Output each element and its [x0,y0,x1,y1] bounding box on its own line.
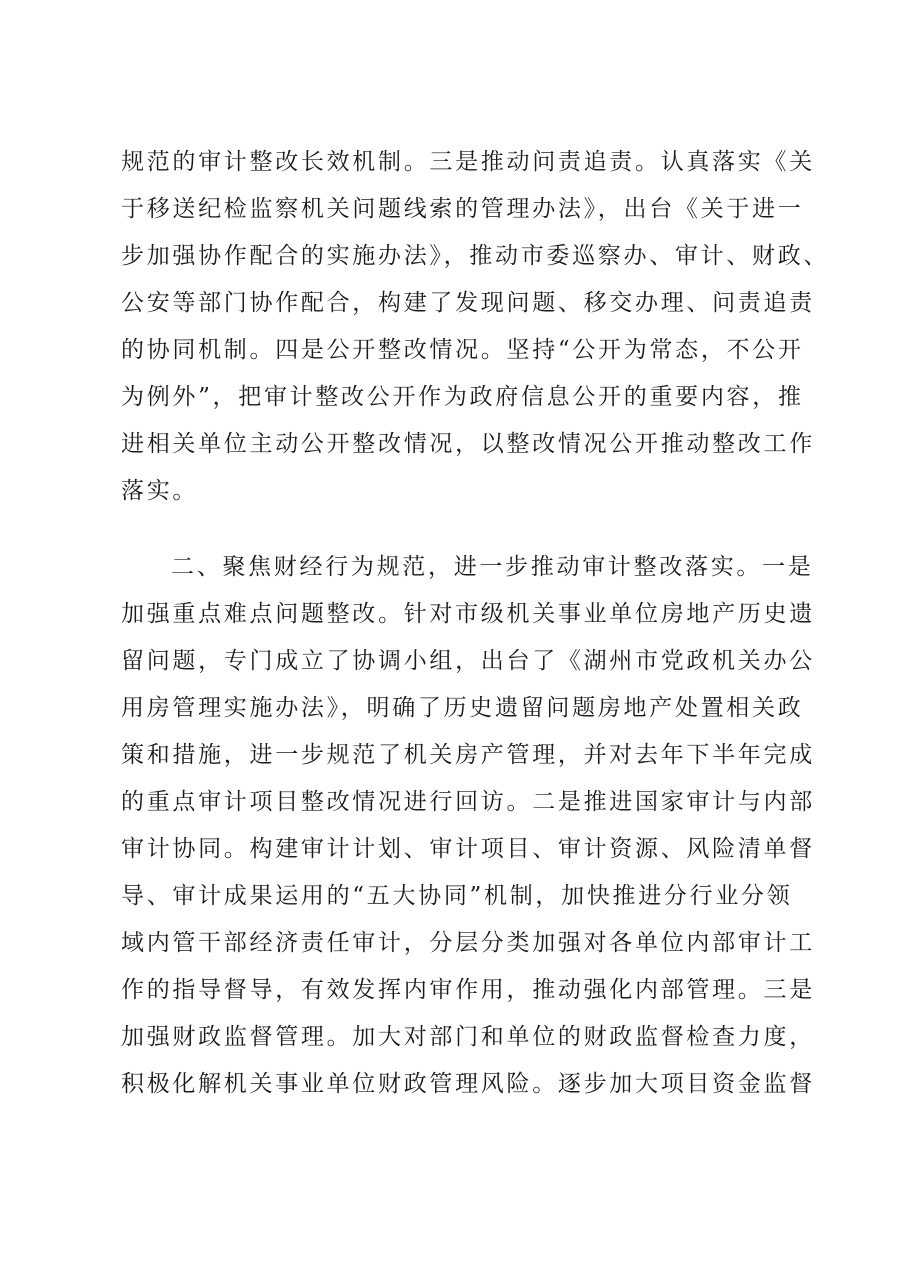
text-line: 落实。 [121,478,199,504]
paragraph-first-line: 二、聚焦财经行为规范，进一步推动审计整改落实。一是 [171,554,814,580]
text-line: 规范的审计整改长效机制。三是推动问责追责。认真落实《关 [121,149,815,175]
text-line: 公安等部门协作配合，构建了发现问题、移交办理、问责追责 [121,290,815,316]
text-line: 的重点审计项目整改情况进行回访。二是推进国家审计与内部 [121,789,815,815]
text-line: 于移送纪检监察机关问题线索的管理办法》，出台《关于进一 [121,196,804,222]
text-line: 留问题，专门成立了协调小组，出台了《湖州市党政机关办公 [121,648,815,674]
text-line: 用房管理实施办法》，明确了历史遗留问题房地产处置相关政 [121,695,804,721]
text-line: 策和措施，进一步规范了机关房产管理，并对去年下半年完成 [121,742,815,768]
text-line: 域内管干部经济责任审计，分层分类加强对各单位内部审计工 [121,930,815,956]
text-line: 积极化解机关事业单位财政管理风险。逐步加大项目资金监督 [121,1071,815,1097]
text-line: 审计协同。构建审计计划、审计项目、审计资源、风险清单督 [121,836,815,862]
text-line: 为例外”，把审计整改公开作为政府信息公开的重要内容，推 [121,384,804,410]
text-line: 步加强协作配合的实施办法》，推动市委巡察办、审计、财政、 [121,243,830,269]
text-line: 导、审计成果运用的“五大协同”机制，加快推进分行业分领 [121,883,793,909]
text-line: 进相关单位主动公开整改情况，以整改情况公开推动整改工作 [121,431,815,457]
text-line: 作的指导督导，有效发挥内审作用，推动强化内部管理。三是 [121,977,815,1003]
text-line: 的协同机制。四是公开整改情况。坚持“公开为常态，不公开 [121,337,804,363]
text-line: 加强重点难点问题整改。针对市级机关事业单位房地产历史遗 [121,601,815,627]
text-line: 加强财政监督管理。加大对部门和单位的财政监督检查力度， [121,1024,815,1050]
